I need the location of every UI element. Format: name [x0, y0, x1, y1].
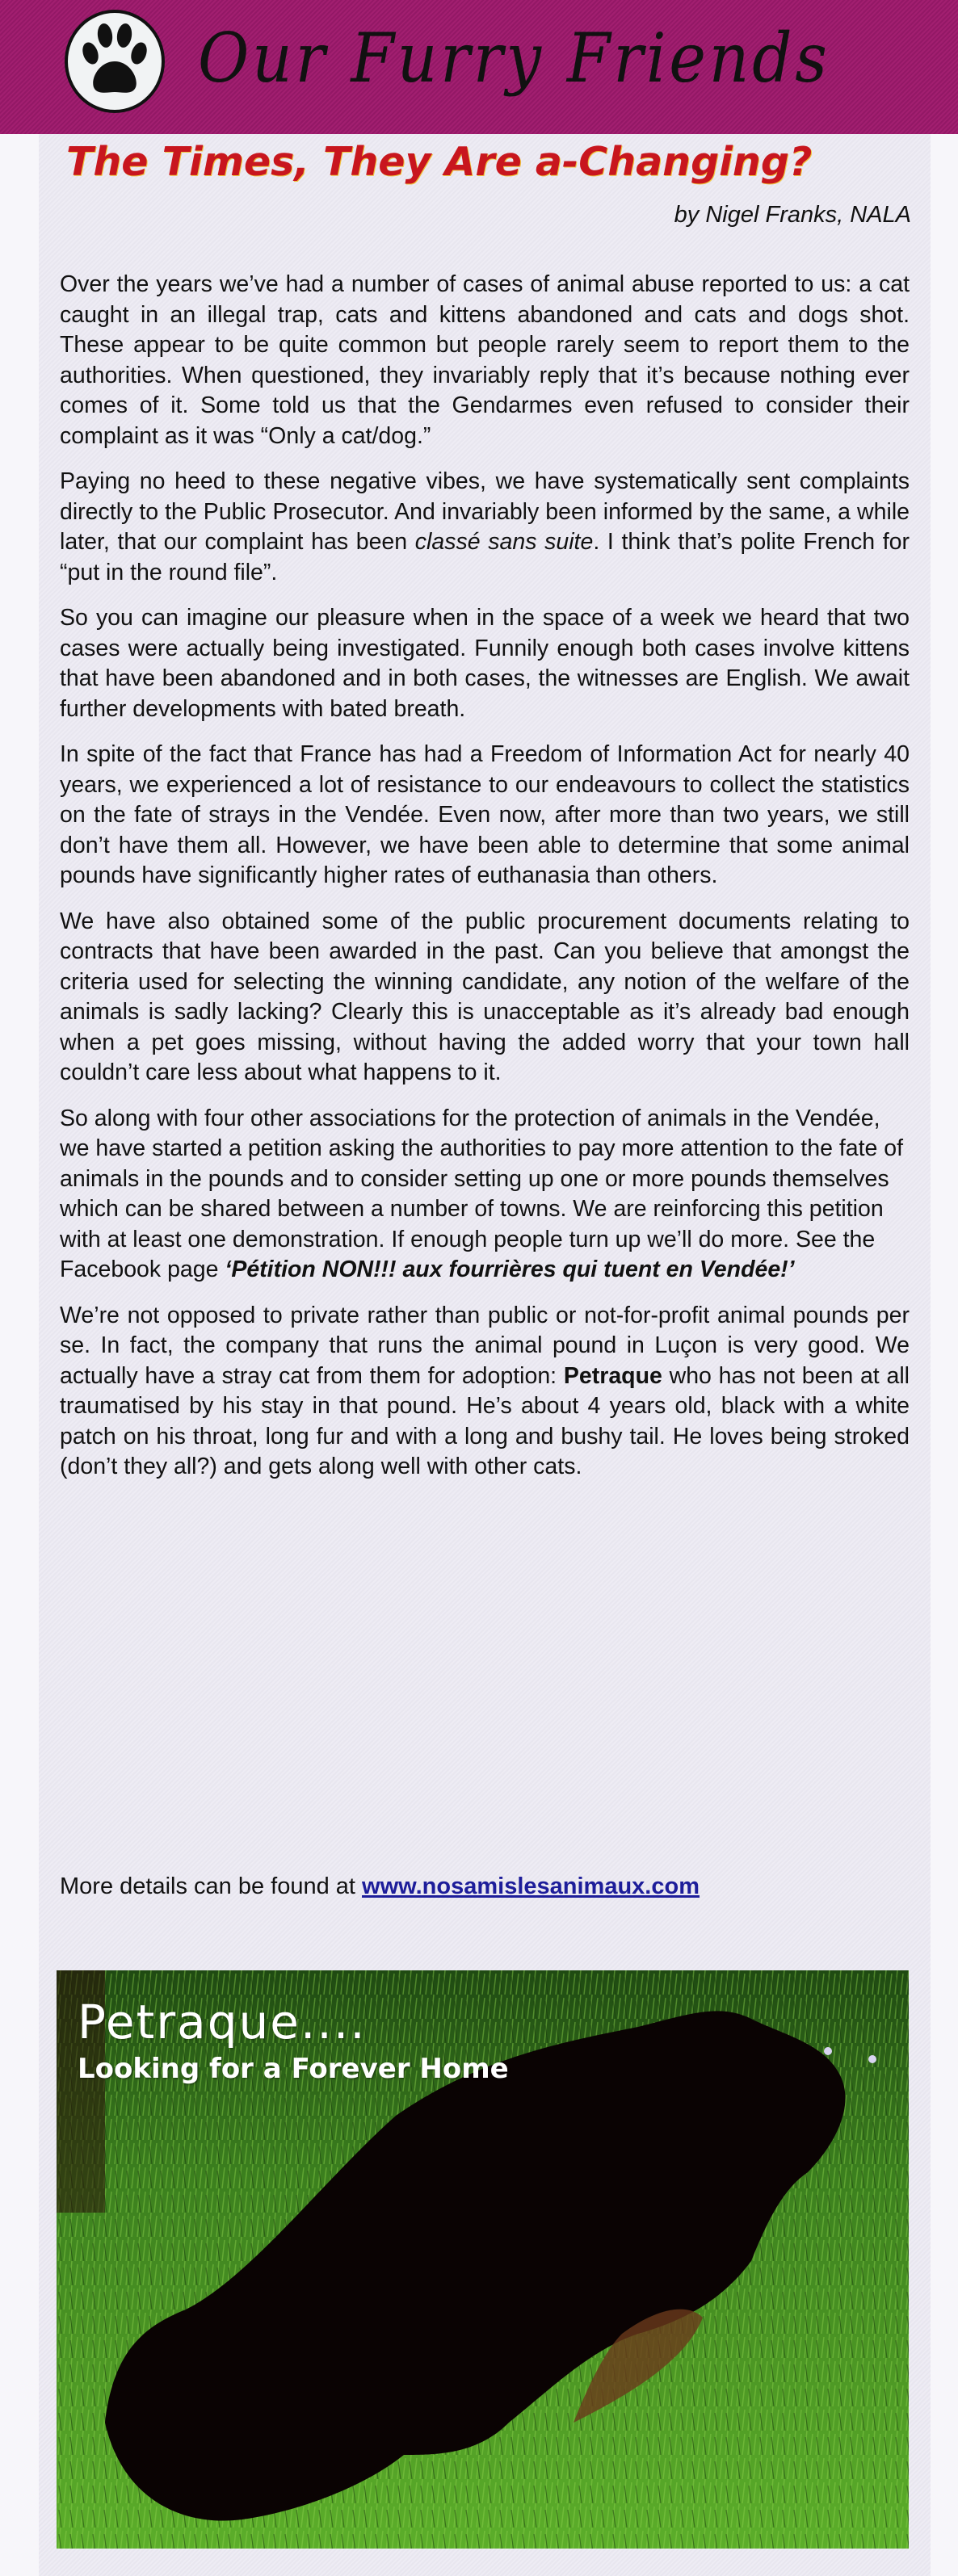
paragraph-text: We’re not opposed to private rather than public or not-for-profit animal pounds per se. In fact, the company that runs the animal pound in Luçon is very good. We actually have a stray cat from them for adoption:	[60, 1302, 910, 1389]
paragraph-text: Paying no heed to these negative vibes, we have systematically sent complaints directly to the Public Prosecutor. And invariably been informed by the same, a while later, that our complaint has been	[60, 468, 910, 555]
cat-eye	[824, 2047, 832, 2055]
more-details-label: More details can be found at	[60, 1873, 363, 1899]
masthead-band	[0, 0, 958, 134]
paragraph	[60, 1301, 910, 1483]
paragraph: We have also obtained some of the public procurement documents relating to contracts that have been awarded in the past. Can you believe that amongst the criteria used for selecting the winning candidate, any notion of the welfare of the animals is sadly lacking? Clearly this is unacceptable as it’s already bad enough when a pet goes missing, without having the added worry that your town hall couldn’t care less about what happens to it.	[60, 908, 910, 1085]
article-title: The Times, They Are a-Changing?	[66, 139, 813, 185]
photo-title: Petraque....	[78, 1995, 367, 2049]
facebook-page-name: ‘Pétition NON!!! aux fourrières qui tuent en Vendée!’	[225, 1257, 795, 1282]
cat-photo	[57, 1970, 909, 2549]
french-phrase: classé sans suite	[414, 529, 594, 555]
paragraph: So you can imagine our pleasure when in the space of a week we heard that two cases were actually being investigated. Funnily enough both cases involve kittens that have been abandoned and in both cases, the witnesses are English. We await further developments with bated breath.	[60, 605, 910, 722]
article-byline: by Nigel Franks, NALA	[674, 202, 911, 228]
cat-name: Petraque	[563, 1362, 662, 1389]
more-details	[60, 1873, 700, 1900]
paragraph: Over the years we’ve had a number of cases of animal abuse reported to us: a cat caught in an illegal trap, cats and kittens abandoned and cats and dogs shot. These appear to be quite common but people rarely seem to report them to the authorities. When questioned, they invariably reply that it’s because nothing ever comes of it. Some told us that the Gendarmes even refused to consider their complaint as it was “Only a cat/dog.”	[60, 271, 910, 449]
paragraph	[60, 1104, 910, 1286]
cat-eye	[868, 2055, 876, 2063]
paw-logo	[65, 10, 165, 113]
photo-subtitle: Looking for a Forever Home	[78, 2053, 509, 2085]
paragraph: In spite of the fact that France has had a Freedom of Information Act for nearly 40 years, we experienced a lot of resistance to our endeavours to collect the statistics on the fate of strays in the Vendée. Even now, after more than two years, we still don’t have them all. However, we have been able to determine that some animal pounds have significantly higher rates of euthanasia than others.	[60, 741, 910, 888]
article-body	[60, 270, 910, 1498]
paragraph	[60, 467, 910, 588]
paragraph-text: who has not been at all traumatised by his stay in that pound. He’s about 4 years old, black with a white patch on his throat, long fur and with a long and bushy tail. He loves being stroked (don’t they all?) and gets along well with other cats.	[60, 1362, 910, 1479]
website-link[interactable]: www.nosamislesanimaux.com	[362, 1873, 700, 1899]
paw-print-icon	[76, 21, 153, 102]
paragraph-text: . I think that’s polite French for “put in the round file”.	[60, 529, 910, 585]
masthead-title: Our Furry Friends	[198, 19, 830, 98]
paragraph-text: So along with four other associations for the protection of animals in the Vendée, we have started a petition asking the authorities to pay more attention to the fate of animals in the pounds and to consider setting up one or more pounds themselves which can be shared between a number of towns. We are reinforcing this petition with at least one demonstration. If enough people turn up we’ll do more. See the Facebook page	[60, 1105, 904, 1282]
